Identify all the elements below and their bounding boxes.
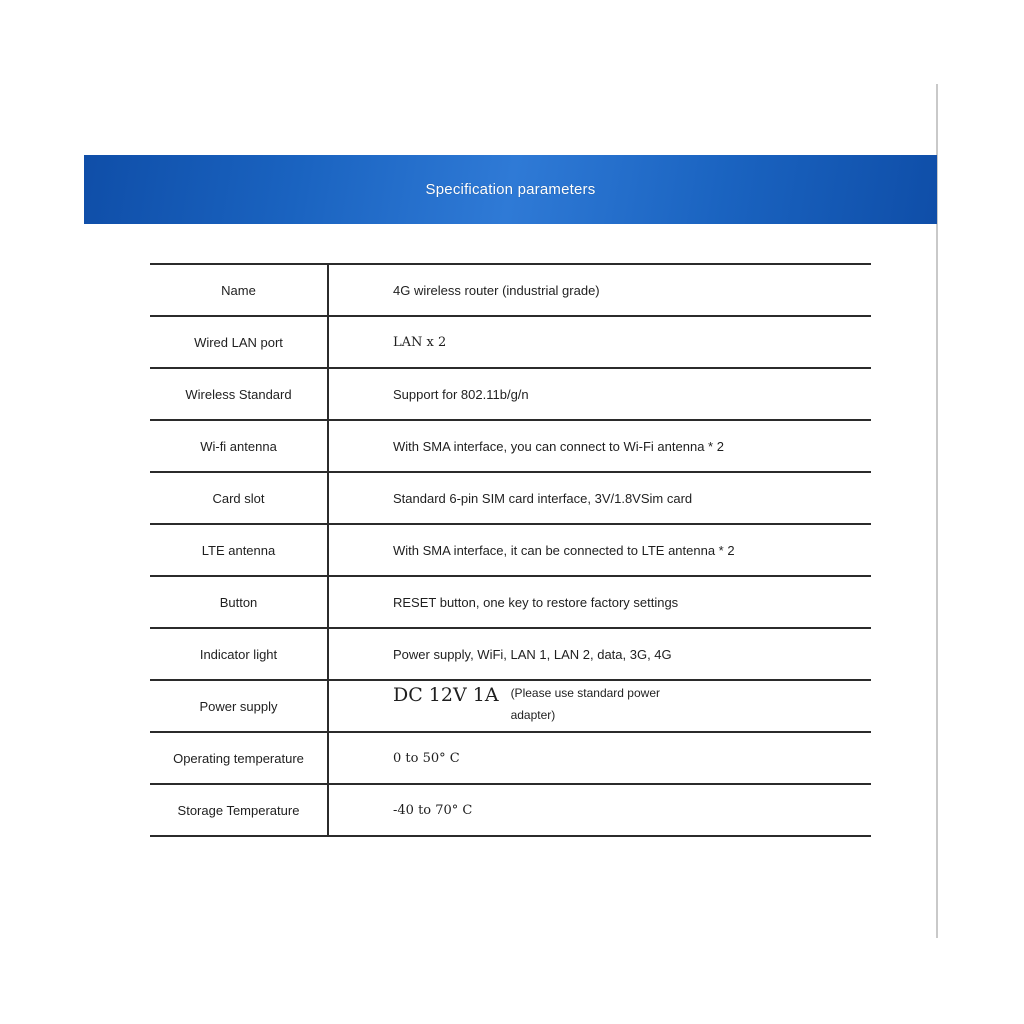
spec-note: (Please use standard power adapter) xyxy=(510,686,660,722)
spec-value-cell xyxy=(328,680,871,732)
spec-value: With SMA interface, it can be connected to LTE antenna * 2 xyxy=(328,524,871,576)
spec-label: Card slot xyxy=(150,472,328,524)
table-row xyxy=(150,264,871,316)
spec-value: Standard 6-pin SIM card interface, 3V/1.8VSim card xyxy=(328,472,871,524)
table-row xyxy=(150,316,871,368)
table-row xyxy=(150,576,871,628)
spec-value: Support for 802.11b/g/n xyxy=(328,368,871,420)
page-title: Specification parameters xyxy=(425,181,596,198)
spec-label: Indicator light xyxy=(150,628,328,680)
header-banner xyxy=(84,155,937,224)
spec-value: 0 to 50° C xyxy=(328,732,871,784)
spec-label: Storage Temperature xyxy=(150,784,328,836)
spec-label: LTE antenna xyxy=(150,524,328,576)
table-row xyxy=(150,368,871,420)
spec-label: Operating temperature xyxy=(150,732,328,784)
spec-label: Name xyxy=(150,264,328,316)
spec-label: Wired LAN port xyxy=(150,316,328,368)
spec-value: RESET button, one key to restore factory settings xyxy=(328,576,871,628)
table-row xyxy=(150,472,871,524)
spec-value: -40 to 70° C xyxy=(328,784,871,836)
spec-value: LAN x 2 xyxy=(328,316,871,368)
spec-value: DC 12V 1A xyxy=(393,684,499,706)
table-row xyxy=(150,524,871,576)
table-row xyxy=(150,732,871,784)
spec-value: 4G wireless router (industrial grade) xyxy=(328,264,871,316)
spec-table xyxy=(150,263,871,837)
spec-label: Button xyxy=(150,576,328,628)
spec-label: Wi-fi antenna xyxy=(150,420,328,472)
table-row xyxy=(150,628,871,680)
spec-label: Wireless Standard xyxy=(150,368,328,420)
spec-value: With SMA interface, you can connect to Wi-Fi antenna * 2 xyxy=(328,420,871,472)
spec-value: Power supply, WiFi, LAN 1, LAN 2, data, 3G, 4G xyxy=(328,628,871,680)
table-row xyxy=(150,784,871,836)
table-row xyxy=(150,420,871,472)
table-row xyxy=(150,680,871,732)
spec-label: Power supply xyxy=(150,680,328,732)
